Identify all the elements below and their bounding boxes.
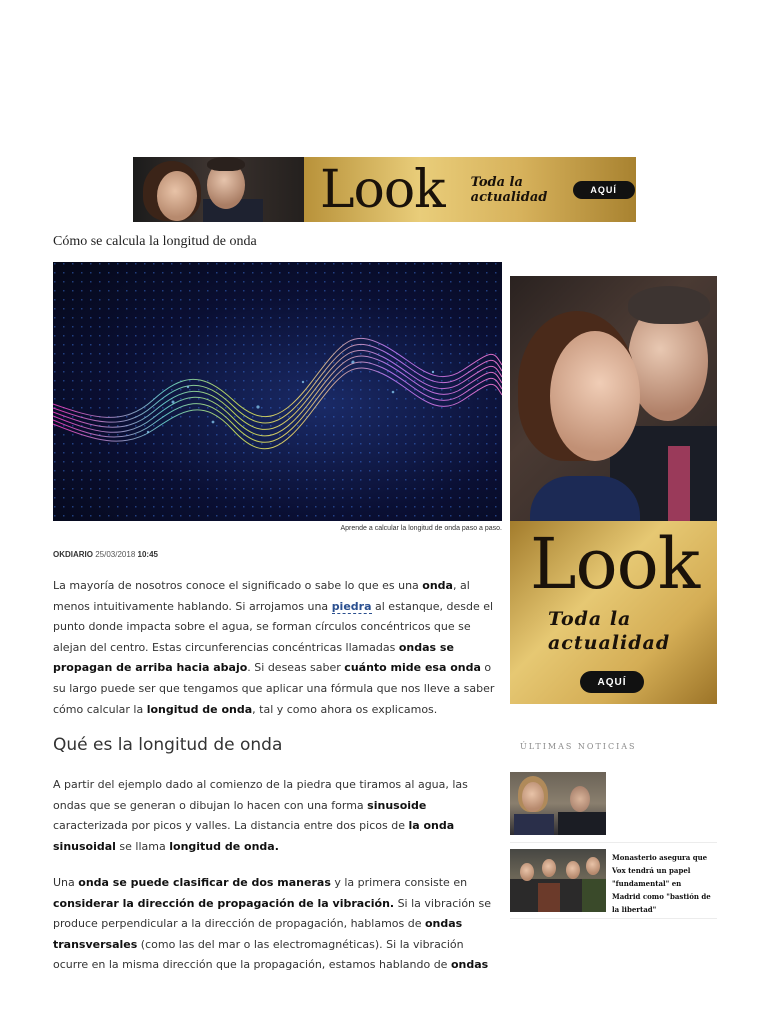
article-title: Cómo se calcula la longitud de onda xyxy=(53,234,257,249)
look-logo: Look xyxy=(320,159,445,220)
section-heading: Qué es la longitud de onda xyxy=(53,735,283,755)
news-divider xyxy=(510,918,717,919)
paragraph-definition: A partir del ejemplo dado al comienzo de la piedra que tiramos al agua, las ondas que se generan o dibujan lo hacen con una forma sinusoide caracterizada por picos y valles. La distancia entre dos picos de la onda sinusoidal se llama longitud de onda. xyxy=(53,778,468,853)
paragraph-classification: Una onda se puede clasificar de dos maneras y la primera consiste en considerar la dirección de propagación de la vibración. Si la vibración se produce perpendicular a la dirección de propagación, hablamos de ondas transversales (como las del mar o las electromagnéticas). Si la vibración ocurre en la misma dirección que la propagación, estamos hablando de ondas xyxy=(53,876,492,972)
news-divider xyxy=(510,842,717,843)
ad-tagline: Toda la actualidad xyxy=(548,608,671,654)
news-headline-2[interactable]: Monasterio asegura que Vox tendrá un papel "fundamental" en Madrid como "bastión de la libertad" xyxy=(612,853,711,914)
piedra-link[interactable]: piedra xyxy=(331,599,372,613)
ad-photo xyxy=(133,157,304,222)
ad-aqui-button[interactable]: AQUÍ xyxy=(573,181,635,199)
news-thumbnail-2[interactable] xyxy=(510,849,606,912)
sound-wave-graphic xyxy=(53,262,502,521)
ad-aqui-button[interactable]: AQUÍ xyxy=(580,671,644,693)
ad-tagline: Toda la actualidad xyxy=(470,174,548,205)
image-caption: Aprende a calcular la longitud de onda paso a paso. xyxy=(340,525,502,532)
article-source[interactable]: OKDIARIO xyxy=(53,550,93,559)
sidebar-ad-photo xyxy=(510,276,717,521)
hero-image xyxy=(53,262,502,521)
article-date: 25/03/2018 xyxy=(95,550,136,559)
sidebar-ad-gold-panel xyxy=(510,521,717,704)
top-banner-ad[interactable] xyxy=(133,157,636,222)
look-logo: Look xyxy=(530,523,700,605)
ad-gold-panel xyxy=(304,157,636,222)
news-thumbnail-1[interactable] xyxy=(510,772,606,835)
article-time: 10:45 xyxy=(137,550,158,559)
latest-news-heading: ÚLTIMAS NOTICIAS xyxy=(520,742,637,751)
sidebar-banner-ad[interactable] xyxy=(510,276,717,704)
paragraph-intro: La mayoría de nosotros conoce el significado o sabe lo que es una onda, al menos intuitivamente hablando. Si arrojamos una piedra al estanque, desde el punto donde impacta sobre el agua, se forman círculos concéntricos que se alejan del centro. Estas circunferencias concéntricas llamadas ondas se propagan de arriba hacia abajo. Si deseas saber cuánto mide esa onda o su largo puede ser que tengamos que aplicar una fórmula que nos lleve a saber cómo calcular la longitud de onda, tal y como ahora os explicamos. xyxy=(53,579,495,716)
article-meta xyxy=(53,550,158,559)
